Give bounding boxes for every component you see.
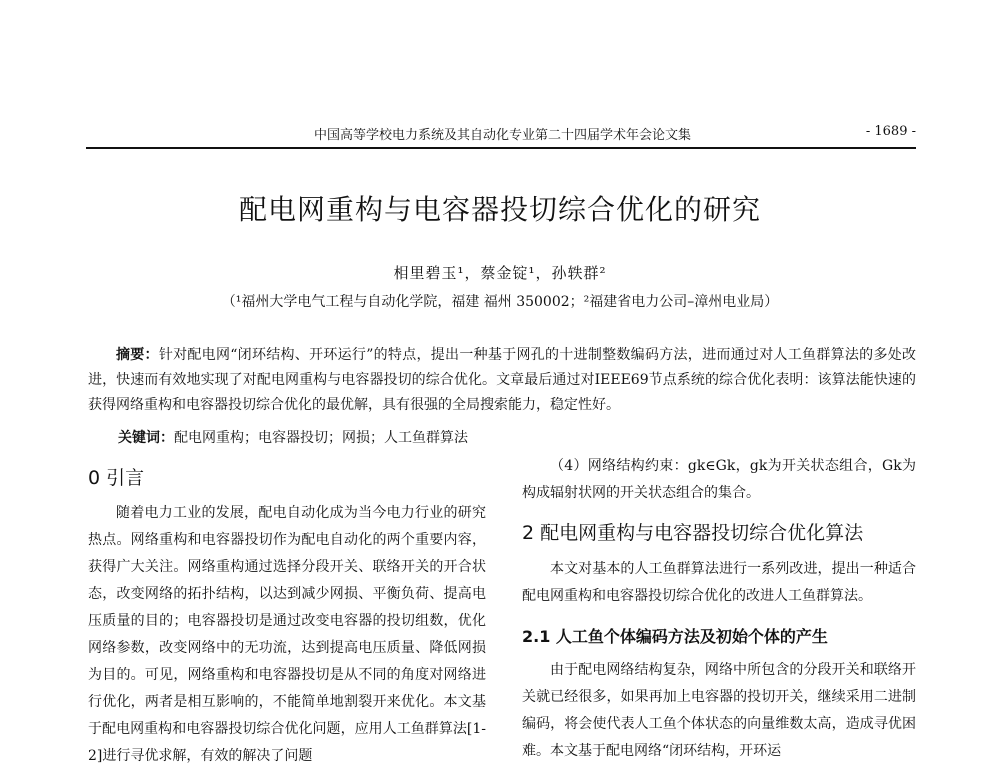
section21-heading: 2.1 人工鱼个体编码方法及初始个体的产生 — [522, 627, 828, 646]
section-intro-heading: 0 引言 — [88, 467, 145, 489]
header-rule — [86, 147, 916, 149]
paper-authors: 相里碧玉¹，蔡金锭¹，孙轶群² — [393, 264, 607, 282]
section2-paragraph: 本文对基本的人工鱼群算法进行一系列改进，提出一种适合配电网重构和电容器投切综合优化的改进人工鱼群算法。 — [522, 561, 916, 604]
section2-heading: 2 配电网重构与电容器投切综合优化算法 — [522, 522, 864, 544]
keywords-label: 关键词： — [118, 430, 174, 446]
keywords-text: 配电网重构；电容器投切；网损；人工鱼群算法 — [174, 430, 468, 446]
right-column-top — [522, 453, 916, 507]
paper-title: 配电网重构与电容器投切综合优化的研究 — [238, 193, 761, 226]
section21-paragraph: 由于配电网络结构复杂，网络中所包含的分段开关和联络开关就已经很多，如果再加上电容器的投切开关，继续采用二进制编码，将会使代表人工鱼个体状态的向量维数太高，造成寻优困难。本文基于配电网络“闭环结构，开环运 — [522, 662, 916, 759]
abstract-label: 摘要： — [116, 347, 159, 363]
constraint-paragraph: （4）网络结构约束：gk∈Gk，gk为开关状态组合，Gk为构成辐射状网的开关状态组合的集合。 — [522, 458, 916, 501]
left-column — [88, 500, 486, 770]
keywords — [118, 427, 468, 447]
abstract-text: 针对配电网“闭环结构、开环运行”的特点，提出一种基于网孔的十进制整数编码方法，进而通过对人工鱼群算法的多处改进，快速而有效地实现了对配电网重构与电容器投切的综合优化。文章最后通过对IEEE69节点系统的综合优化表明：该算法能快速的获得网络重构和电容器投切综合优化的最优解，具有很强的全局搜索能力，稳定性好。 — [88, 347, 917, 413]
paper-affiliations: （¹福州大学电气工程与自动化学院，福建 福州 350002；²福建省电力公司–漳州电业局） — [221, 294, 779, 310]
right-column-mid — [522, 556, 916, 610]
intro-paragraph: 随着电力工业的发展，配电自动化成为当今电力行业的研究热点。网络重构和电容器投切作为配电自动化的两个重要内容，获得广大关注。网络重构通过选择分段开关、联络开关的开合状态，改变网络的拓扑结构，以达到减少网损、平衡负荷、提高电压质量的目的；电容器投切是通过改变电容器的投切组数，优化网络参数，改变网络中的无功流，达到提高电压质量、降低网损为目的。可见，网络重构和电容器投切是从不同的角度对网络进行优化，两者是相互影响的，不能简单地割裂开来优化。本文基于配电网重构和电容器投切综合优化问题，应用人工鱼群算法[1-2]进行寻优求解，有效的解决了问题 — [88, 505, 486, 764]
page-number: - 1689 - — [865, 124, 916, 139]
right-column-bottom — [522, 657, 916, 765]
abstract — [88, 343, 916, 418]
journal-name: 中国高等学校电力系统及其自动化专业第二十四届学术年会论文集 — [314, 128, 692, 143]
